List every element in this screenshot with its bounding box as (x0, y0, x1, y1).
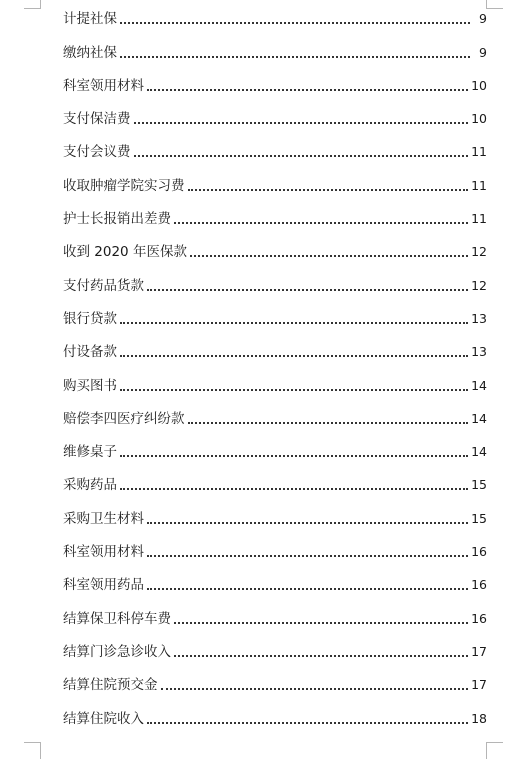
toc-leader-dots (120, 389, 468, 391)
toc-leader-dots (161, 688, 469, 690)
toc-entry-title: 支付保洁费 (63, 111, 131, 128)
toc-leader-dots (120, 322, 468, 324)
toc-entry-title: 结算住院预交金 (63, 677, 158, 694)
toc-leader-dots (120, 488, 468, 490)
toc-entry-title: 采购卫生材料 (63, 510, 144, 527)
toc-leader-dots (120, 355, 468, 357)
toc-entry-title: 科室领用材料 (63, 77, 144, 94)
table-of-contents (63, 3, 487, 736)
toc-entry-title: 护士长报销出差费 (63, 211, 171, 228)
toc-entry[interactable] (63, 502, 487, 535)
toc-entry-title: 结算保卫科停车费 (63, 610, 171, 627)
toc-entry-title: 购买图书 (63, 377, 117, 394)
toc-entry-page: 10 (471, 111, 487, 127)
toc-entry-title: 赔偿李四医疗纠纷款 (63, 410, 185, 427)
toc-entry-page: 13 (471, 310, 487, 326)
toc-entry[interactable] (63, 169, 487, 202)
toc-entry-page: 13 (471, 344, 487, 360)
toc-leader-dots (134, 155, 469, 157)
toc-entry-page: 14 (471, 377, 487, 393)
toc-leader-dots (147, 289, 468, 291)
toc-entry[interactable] (63, 103, 487, 136)
toc-leader-dots (134, 122, 469, 124)
toc-entry-page: 17 (471, 643, 487, 659)
toc-entry[interactable] (63, 203, 487, 236)
toc-entry[interactable] (63, 536, 487, 569)
toc-entry-title: 科室领用材料 (63, 544, 144, 561)
toc-entry-title: 支付会议费 (63, 144, 131, 161)
toc-entry-page: 11 (471, 177, 487, 193)
toc-entry-page: 12 (471, 277, 487, 293)
toc-leader-dots (190, 255, 468, 257)
toc-leader-dots (147, 89, 468, 91)
toc-entry-title: 科室领用药品 (63, 577, 144, 594)
toc-entry-title: 结算住院收入 (63, 710, 144, 727)
toc-entry[interactable] (63, 269, 487, 302)
page-corner-mark-bottom-left (24, 742, 41, 759)
toc-entry-page: 11 (471, 211, 487, 227)
toc-entry-title: 付设备款 (63, 344, 117, 361)
toc-leader-dots (174, 655, 468, 657)
toc-entry-title: 采购药品 (63, 477, 117, 494)
toc-entry-page: 15 (471, 510, 487, 526)
toc-leader-dots (120, 56, 470, 58)
toc-entry[interactable] (63, 636, 487, 669)
toc-entry[interactable] (63, 569, 487, 602)
toc-entry-page: 14 (471, 410, 487, 426)
toc-entry-title: 支付药品货款 (63, 277, 144, 294)
toc-entry[interactable] (63, 369, 487, 402)
toc-entry[interactable] (63, 336, 487, 369)
toc-entry-title: 计提社保 (63, 11, 117, 28)
toc-entry[interactable] (63, 469, 487, 502)
toc-entry[interactable] (63, 436, 487, 469)
toc-leader-dots (120, 455, 468, 457)
toc-entry[interactable] (63, 702, 487, 735)
toc-leader-dots (174, 622, 468, 624)
toc-leader-dots (147, 722, 468, 724)
toc-entry[interactable] (63, 602, 487, 635)
toc-entry[interactable] (63, 3, 487, 36)
toc-entry-page: 10 (471, 77, 487, 93)
toc-entry[interactable] (63, 303, 487, 336)
toc-entry-page: 11 (471, 144, 487, 160)
toc-entry-title: 银行贷款 (63, 310, 117, 327)
toc-entry-page: 17 (471, 677, 487, 693)
toc-entry-page: 16 (471, 544, 487, 560)
toc-entry[interactable] (63, 669, 487, 702)
toc-entry[interactable] (63, 36, 487, 69)
toc-entry-page: 16 (471, 610, 487, 626)
toc-entry[interactable] (63, 136, 487, 169)
toc-entry[interactable] (63, 236, 487, 269)
page-corner-mark-top-left (24, 0, 41, 9)
toc-entry-title: 收取肿瘤学院实习费 (63, 177, 185, 194)
toc-leader-dots (188, 189, 469, 191)
toc-entry-page: 14 (471, 444, 487, 460)
toc-entry-page: 18 (471, 710, 487, 726)
toc-entry-page: 9 (479, 11, 487, 27)
toc-leader-dots (188, 422, 469, 424)
toc-entry-title: 结算门诊急诊收入 (63, 643, 171, 660)
toc-entry-page: 16 (471, 577, 487, 593)
toc-entry-title: 收到 2020 年医保款 (63, 244, 187, 261)
toc-entry-page: 15 (471, 477, 487, 493)
toc-entry[interactable] (63, 403, 487, 436)
toc-entry-title: 维修桌子 (63, 444, 117, 461)
toc-leader-dots (174, 222, 468, 224)
toc-entry[interactable] (63, 70, 487, 103)
toc-leader-dots (120, 22, 470, 24)
page-corner-mark-bottom-right (486, 742, 503, 759)
toc-entry-page: 12 (471, 244, 487, 260)
toc-leader-dots (147, 522, 468, 524)
toc-leader-dots (147, 555, 468, 557)
toc-leader-dots (147, 588, 468, 590)
page-corner-mark-top-right (486, 0, 503, 9)
toc-entry-page: 9 (479, 44, 487, 60)
toc-entry-title: 缴纳社保 (63, 44, 117, 61)
